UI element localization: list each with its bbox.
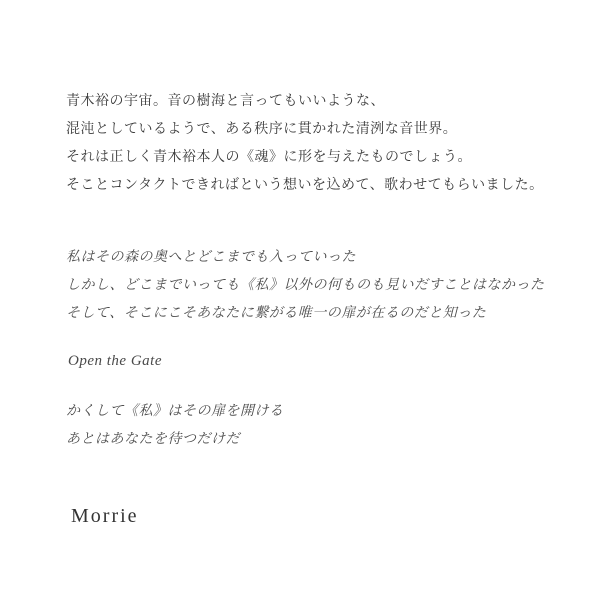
intro-line-4: そことコンタクトできればという想いを込めて、歌わせてもらいました。: [66, 178, 544, 193]
poem-title-line: Open the Gate: [68, 353, 162, 369]
intro-line-1: 青木裕の宇宙。音の樹海と言ってもいいような、: [66, 94, 385, 109]
intro-line-3: それは正しく青木裕本人の《魂》に形を与えたものでしょう。: [66, 150, 472, 165]
intro-line-2: 混沌としているようで、ある秩序に貫かれた清洌な音世界。: [66, 122, 458, 137]
poem-stanza-1-line-1: 私はその森の奥へとどこまでも入っていった: [66, 250, 356, 265]
intro-paragraph: [66, 88, 544, 200]
poem-stanza-1-line-3: そして、そこにこそあなたに繋がる唯一の扉が在るのだと知った: [66, 306, 487, 321]
poem-stanza-1-line-2: しかし、どこまでいっても《私》以外の何ものも見いだすことはなかった: [66, 278, 545, 293]
poem-stanza-1: [66, 244, 545, 328]
poem-stanza-2-line-1: かくして《私》はその扉を開ける: [66, 404, 284, 419]
signature: Morrie: [71, 505, 139, 527]
poem-stanza-2: [66, 398, 284, 454]
poem-stanza-2-line-2: あとはあなたを待つだけだ: [66, 432, 240, 447]
